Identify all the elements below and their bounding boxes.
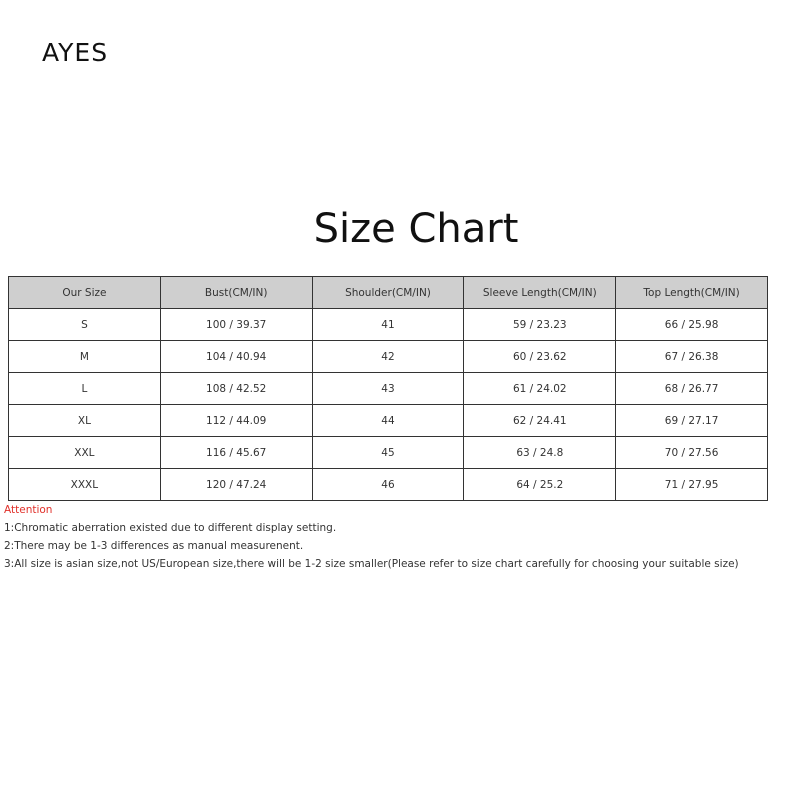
table-row xyxy=(9,341,768,373)
table-cell: 41 xyxy=(312,309,464,341)
table-row xyxy=(9,309,768,341)
table-cell: 60 / 23.62 xyxy=(464,341,616,373)
table-cell: 120 / 47.24 xyxy=(160,469,312,501)
table-cell: 116 / 45.67 xyxy=(160,437,312,469)
table-cell: S xyxy=(9,309,161,341)
column-header-bust: Bust(CM/IN) xyxy=(160,277,312,309)
table-cell: 112 / 44.09 xyxy=(160,405,312,437)
header-row xyxy=(9,277,768,309)
table-cell: L xyxy=(9,373,161,405)
table-cell: 62 / 24.41 xyxy=(464,405,616,437)
page-title: Size Chart xyxy=(313,206,519,252)
table-cell: 64 / 25.2 xyxy=(464,469,616,501)
table-cell: 43 xyxy=(312,373,464,405)
table-cell: 100 / 39.37 xyxy=(160,309,312,341)
column-header-size: Our Size xyxy=(9,277,161,309)
table-cell: 42 xyxy=(312,341,464,373)
table-row xyxy=(9,373,768,405)
table-cell: 71 / 27.95 xyxy=(616,469,768,501)
table-cell: 70 / 27.56 xyxy=(616,437,768,469)
table-cell: 104 / 40.94 xyxy=(160,341,312,373)
table-cell: 59 / 23.23 xyxy=(464,309,616,341)
note-line: 1:Chromatic aberration existed due to different display setting. xyxy=(4,522,337,534)
table-row xyxy=(9,437,768,469)
attention-heading: Attention xyxy=(4,504,53,516)
table-cell: 44 xyxy=(312,405,464,437)
table-cell: 68 / 26.77 xyxy=(616,373,768,405)
size-table xyxy=(8,276,768,501)
table-cell: 67 / 26.38 xyxy=(616,341,768,373)
table-cell: XXL xyxy=(9,437,161,469)
table-cell: 108 / 42.52 xyxy=(160,373,312,405)
table-row xyxy=(9,405,768,437)
column-header-shoulder: Shoulder(CM/IN) xyxy=(312,277,464,309)
table-cell: 69 / 27.17 xyxy=(616,405,768,437)
column-header-top-length: Top Length(CM/IN) xyxy=(616,277,768,309)
table-body xyxy=(9,309,768,501)
attention-notes xyxy=(4,504,794,576)
table-cell: 46 xyxy=(312,469,464,501)
table-cell: XL xyxy=(9,405,161,437)
note-line: 2:There may be 1-3 differences as manual measurenent. xyxy=(4,540,304,552)
table-cell: 66 / 25.98 xyxy=(616,309,768,341)
table-cell: 61 / 24.02 xyxy=(464,373,616,405)
brand-logo: AYES xyxy=(42,38,109,67)
table-cell: XXXL xyxy=(9,469,161,501)
column-header-sleeve-length: Sleeve Length(CM/IN) xyxy=(464,277,616,309)
table-cell: 63 / 24.8 xyxy=(464,437,616,469)
table-cell: M xyxy=(9,341,161,373)
table-header xyxy=(9,277,768,309)
note-line: 3:All size is asian size,not US/European size,there will be 1-2 size smaller(Please refer to size chart carefully for choosing your suitable size) xyxy=(4,558,739,570)
table-cell: 45 xyxy=(312,437,464,469)
table-row xyxy=(9,469,768,501)
